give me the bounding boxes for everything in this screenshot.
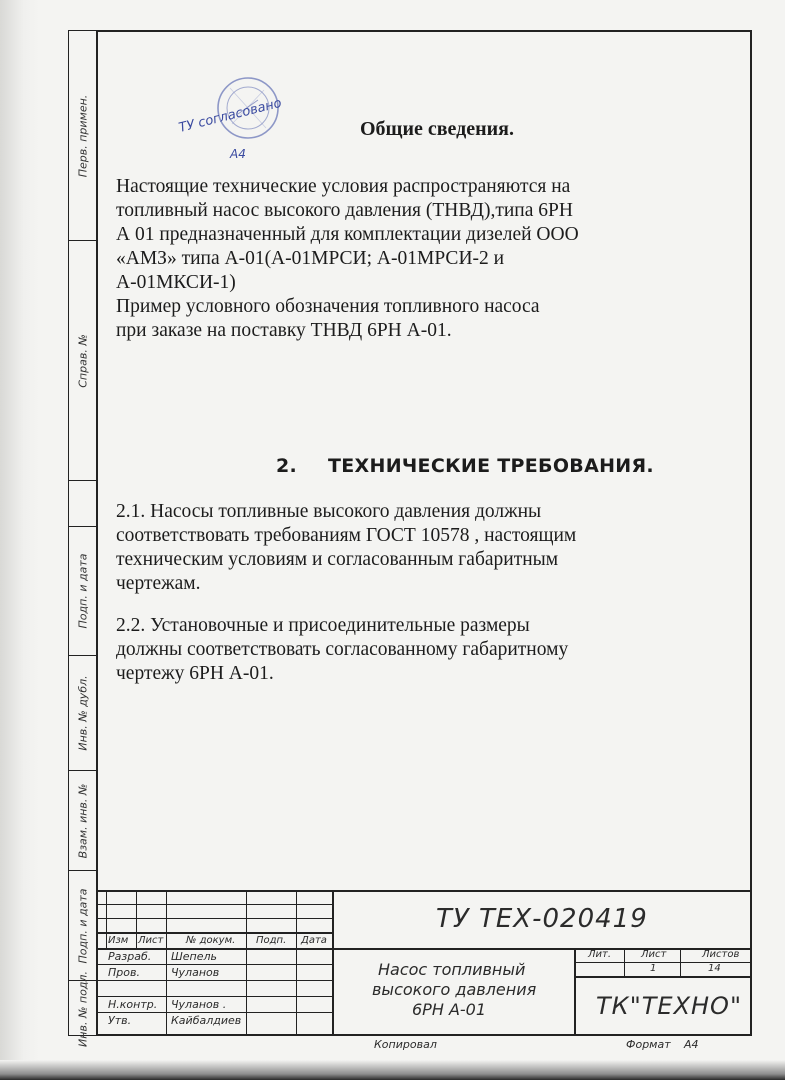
sheets-value: 14	[708, 963, 721, 974]
name-razrab: Шепель	[171, 950, 218, 963]
scan-bottom-shadow	[0, 1060, 785, 1080]
document-designation: ТУ ТЕХ-020419	[436, 904, 648, 934]
section-2-title: ТЕХНИЧЕСКИЕ ТРЕБОВАНИЯ.	[328, 455, 654, 477]
header-izm: Изм	[108, 935, 129, 946]
role-prov: Пров.	[108, 966, 140, 979]
side-label: Подп. и дата	[76, 888, 89, 963]
section-2-heading	[276, 455, 654, 477]
product-name-line-2: высокого давления	[372, 980, 537, 999]
side-label: Подп. и дата	[76, 553, 89, 629]
role-utv: Утв.	[108, 1014, 132, 1027]
side-label: Справ. №	[76, 333, 89, 388]
side-label: Перв. примен.	[76, 94, 89, 177]
format-value: А4	[684, 1038, 699, 1051]
name-prov: Чуланов	[171, 966, 220, 979]
side-cell-vzam-inv	[69, 771, 96, 871]
stamp-initials-icon: А4	[230, 147, 246, 161]
company-name: ТК"ТЕХНО"	[596, 992, 742, 1020]
section-2-number: 2.	[276, 455, 298, 477]
header-podp: Подп.	[256, 935, 287, 946]
section-2-item-2: 2.2. Установочные и присоединительные размеры должны соответствовать согласованному габаритному чертежу 6РН А-01.	[116, 615, 569, 684]
sheet-value: 1	[650, 963, 657, 974]
product-name-line-3: 6РН А-01	[412, 1000, 487, 1019]
name-nkontr: Чуланов .	[171, 998, 227, 1011]
copied-label: Копировал	[374, 1038, 437, 1051]
role-nkontr: Н.контр.	[108, 998, 158, 1011]
side-cell-perv-primen	[69, 31, 96, 241]
role-razrab: Разраб.	[108, 950, 152, 963]
side-cell-podp-data-2	[69, 871, 96, 981]
header-data: Дата	[301, 935, 327, 946]
title-block	[96, 890, 752, 1051]
product-name-line-1: Насос топливный	[378, 960, 526, 979]
approval-stamp	[160, 70, 310, 170]
side-cell-sprav	[69, 241, 96, 481]
side-cell-inv-podl	[69, 971, 96, 1047]
side-cell-podp-data-1	[69, 526, 96, 656]
sheets-label: Листов	[702, 949, 740, 960]
side-label: Инв. № подл.	[76, 971, 89, 1047]
lit-label: Лит.	[588, 949, 612, 960]
scan-edge-shadow	[0, 0, 40, 1080]
side-label: Взам. инв. №	[76, 783, 89, 858]
header-list: Лист	[138, 935, 164, 946]
side-cell-inv-dubl	[69, 656, 96, 771]
sheet-label: Лист	[641, 949, 667, 960]
section-1-title: Общие сведения.	[360, 118, 514, 140]
section-1-paragraph: Настоящие технические условия распространяются на топливный насос высокого давления (ТНВД),типа 6РН А 01 предназначенный для комплектации дизелей ООО «АМЗ» типа А-01(А-01МРСИ; А-01МРСИ-2 и А-01МКСИ-1) Пример условного обозначения топливного насоса при заказе на поставку ТНВД 6РН А-01.	[116, 176, 579, 341]
side-label: Инв. № дубл.	[76, 675, 89, 751]
name-utv: Кайбалдиев	[171, 1014, 242, 1027]
format-label: Формат	[626, 1038, 671, 1051]
header-doc-no: № докум.	[186, 935, 236, 946]
side-strip	[68, 30, 96, 1047]
stamp-handwriting: ТУ согласовано	[177, 95, 284, 136]
section-2-item-1: 2.1. Насосы топливные высокого давления должны соответствовать требованиям ГОСТ 10578 , настоящим техническим условиям и согласованным габаритным чертежам.	[116, 501, 577, 594]
